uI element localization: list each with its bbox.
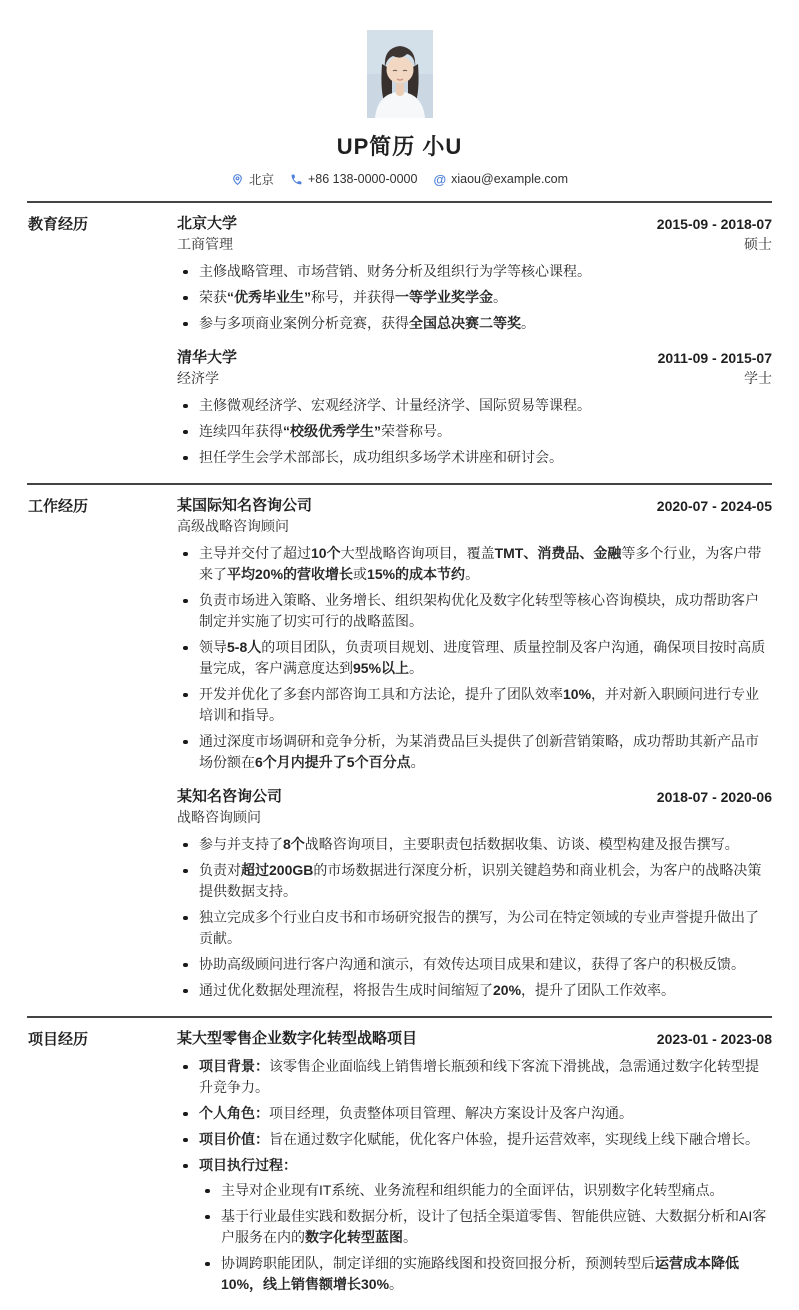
text: 战略咨询项目，主要职责包括数据收集、访谈、模型构建及报告撰写。 (304, 836, 739, 852)
text: 旨在通过数字化赋能，优化客户体验，提升运营效率，实现线上线下融合增长。 (269, 1131, 759, 1147)
text: 基于行业最佳实践和数据分析，设计了包括全渠道零售、智能供应链、大数据分析和AI客户服务在内的 (221, 1208, 767, 1245)
entry-right (645, 496, 772, 516)
bold-text: 平均20%的营收增长 (227, 566, 354, 582)
bullet-text (199, 1105, 633, 1121)
text: 担任学生会学术部部长，成功组织多场学术讲座和研讨会。 (199, 449, 563, 465)
portrait-illustration (367, 30, 433, 118)
entry-date: 2018-07 - 2020-06 (656, 789, 772, 805)
bullet-item (177, 261, 772, 282)
entry-right (646, 348, 772, 388)
bullet-text (199, 545, 761, 582)
section-education (27, 201, 772, 483)
text: 负责对 (199, 862, 241, 878)
bold-text: 运营成本降低10%，线上销售额增长30% (221, 1255, 739, 1292)
bullet-item (177, 287, 772, 308)
bold-text: 10个 (311, 545, 341, 561)
bold-text: 5-8人 (227, 639, 262, 655)
bold-text: “校级优秀学生” (283, 423, 381, 439)
text: 参与并支持了 (199, 836, 283, 852)
bold-text: TMT、消费品、金融 (494, 545, 622, 561)
section-content (177, 1029, 772, 1300)
bullet-text (199, 423, 451, 439)
entry-subtitle: 战略咨询顾问 (177, 809, 261, 825)
text: 主修战略管理、市场营销、财务分析及组织行为学等核心课程。 (199, 263, 591, 279)
text: 。 (403, 1229, 417, 1245)
bullet-item (177, 313, 772, 334)
contact-text: +86 138-0000-0000 (307, 172, 418, 186)
email-icon: @ (433, 171, 447, 187)
section-content (177, 496, 772, 1006)
bullet-text (199, 733, 759, 770)
bold-text: 全国总决赛二等奖 (409, 315, 521, 331)
entry-right (645, 214, 772, 254)
sub-bullet-item (199, 1253, 772, 1295)
bullet-text (199, 1157, 297, 1173)
bold-text: 超过200GB (241, 862, 314, 878)
bullet-item (177, 834, 772, 855)
entry-title: 某知名咨询公司 (177, 788, 283, 805)
bullet-text (199, 289, 507, 305)
bullet-item (177, 395, 772, 416)
entry-date: 2020-07 - 2024-05 (656, 498, 772, 514)
bold-text: 10% (563, 686, 592, 702)
bullet-text (199, 982, 675, 998)
bullet-dot (183, 1065, 188, 1070)
contact-phone (290, 172, 417, 186)
text: 通过深度市场调研和竞争分析，为某消费品巨头提供了创新营销策略，成功帮助其新产品市场份额在 (199, 733, 759, 770)
profile-photo (367, 30, 433, 118)
bullet-text (199, 909, 759, 946)
bullet-item (177, 1103, 772, 1124)
text: 项目经理，负责整体项目管理、解决方案设计及客户沟通。 (269, 1105, 633, 1121)
bullet-list (177, 261, 772, 334)
bullet-item (177, 590, 772, 632)
bold-text: 6个月内提升了5个百分点 (255, 754, 411, 770)
text: 独立完成多个行业白皮书和市场研究报告的撰写，为公司在特定领域的专业声誉提升做出了贡献。 (199, 909, 759, 946)
bullet-dot (183, 963, 188, 968)
contact-location (231, 170, 274, 188)
contact-text: xiaou@example.com (451, 172, 569, 186)
bullet-dot (183, 552, 188, 557)
bullet-dot (205, 1262, 210, 1267)
bold-text: 95%以上 (353, 660, 410, 676)
section-grid (27, 203, 772, 483)
text: 开发并优化了多套内部咨询工具和方法论，提升了团队效率 (199, 686, 563, 702)
bullet-item (177, 954, 772, 975)
bullet-text (221, 1255, 739, 1292)
text: 领导 (199, 639, 227, 655)
sub-bullet-item (199, 1206, 772, 1248)
bullet-text (199, 956, 745, 972)
bullet-item (177, 1129, 772, 1150)
bullet-item (177, 421, 772, 442)
bullet-text (199, 1131, 759, 1147)
bullet-text (199, 263, 591, 279)
text: 协助高级顾问进行客户沟通和演示，有效传达项目成果和建议，获得了客户的积极反馈。 (199, 956, 745, 972)
bullet-text (221, 1208, 766, 1245)
bullet-dot (183, 430, 188, 435)
entry-title: 北京大学 (177, 215, 238, 232)
candidate-name: UP简历 小U (336, 134, 463, 159)
bold-text: 15%的成本节约 (367, 566, 466, 582)
resume-header (0, 0, 799, 188)
bullet-item (177, 447, 772, 468)
bullet-dot (183, 693, 188, 698)
location-icon (231, 173, 244, 186)
bullet-text (199, 639, 765, 676)
bullet-dot (183, 296, 188, 301)
resume-entry (177, 1029, 772, 1295)
bullet-dot (183, 740, 188, 745)
section-grid (27, 1018, 772, 1310)
bullet-text (199, 1058, 759, 1095)
phone-icon (290, 173, 303, 186)
bullet-dot (183, 456, 188, 461)
text: 的项目团队，负责项目规划、进度管理、质量控制及客户沟通，确保项目按时高质量完成，客户满意度达到 (199, 639, 766, 676)
entry-date: 2015-09 - 2018-07 (656, 216, 772, 232)
entry-head (177, 1029, 772, 1049)
entry-left (177, 496, 312, 536)
section-title: 教育经历 (28, 216, 89, 233)
text: 负责市场进入策略、业务增长、组织架构优化及数字化转型等核心咨询模块，成功帮助客户制定并实施了切实可行的战略蓝图。 (199, 592, 759, 629)
bullet-dot (183, 1138, 188, 1143)
bullet-text (199, 449, 563, 465)
bold-text: 个人角色： (199, 1105, 269, 1121)
section-title: 工作经历 (28, 498, 89, 515)
bullet-list (177, 543, 772, 773)
bullet-text (199, 862, 761, 899)
bullet-dot (183, 322, 188, 327)
resume-entry (177, 496, 772, 773)
sub-bullet-item (199, 1180, 772, 1201)
bullet-item (177, 1155, 772, 1295)
bold-text: 20% (493, 982, 522, 998)
bullet-text (199, 397, 591, 413)
bullet-dot (205, 1189, 210, 1194)
bold-text: 项目价值： (199, 1131, 269, 1147)
text: 的市场数据进行深度分析，识别关键趋势和商业机会，为客户的战略决策提供数据支持。 (199, 862, 762, 899)
text: 主导并交付了超过 (199, 545, 311, 561)
text: 主导对企业现有IT系统、业务流程和组织能力的全面评估，识别数字化转型痛点。 (221, 1182, 724, 1198)
bullet-item (177, 637, 772, 679)
entry-degree: 硕士 (744, 236, 772, 252)
bullet-dot (183, 1164, 188, 1169)
text: 称号，并获得 (311, 289, 395, 305)
bullet-dot (183, 270, 188, 275)
bold-text: 项目背景： (199, 1058, 269, 1074)
entry-date: 2023-01 - 2023-08 (656, 1031, 772, 1047)
bold-text: 数字化转型蓝图 (305, 1229, 403, 1245)
text: 参与多项商业案例分析竞赛，获得 (199, 315, 409, 331)
bold-text: “优秀毕业生” (227, 289, 311, 305)
bullet-item (177, 543, 772, 585)
contact-email (433, 172, 568, 186)
resume-body (0, 201, 799, 1310)
section-work (27, 483, 772, 1016)
bullet-list (177, 834, 772, 1001)
text: 荣获 (199, 289, 227, 305)
bullet-item (177, 860, 772, 902)
entry-subtitle: 高级战略咨询顾问 (177, 518, 289, 534)
entry-right (645, 1029, 772, 1049)
entry-subtitle: 工商管理 (177, 236, 233, 252)
bullet-text (199, 686, 759, 723)
text: 荣誉称号。 (381, 423, 451, 439)
entry-right (645, 787, 772, 807)
entry-head (177, 214, 772, 254)
text: 大型战略咨询项目，覆盖 (340, 545, 495, 561)
entry-title: 某国际知名咨询公司 (177, 497, 313, 514)
entry-degree: 学士 (744, 370, 772, 386)
bullet-dot (183, 599, 188, 604)
section-project (27, 1016, 772, 1310)
bold-text: 8个 (283, 836, 305, 852)
bold-text: 项目执行过程： (199, 1157, 297, 1173)
entry-head (177, 348, 772, 388)
text: 。 (409, 660, 424, 676)
text: 通过优化数据处理流程，将报告生成时间缩短了 (199, 982, 493, 998)
text: 协调跨职能团队，制定详细的实施路线图和投资回报分析，预测转型后 (221, 1255, 655, 1271)
resume-entry (177, 787, 772, 1001)
bullet-dot (205, 1215, 210, 1220)
entry-head (177, 787, 772, 827)
bullet-dot (183, 646, 188, 651)
entry-title: 清华大学 (177, 349, 238, 366)
bold-text: 一等学业奖学金 (395, 289, 493, 305)
bullet-list (177, 395, 772, 468)
entry-left (177, 1029, 417, 1049)
section-title: 项目经历 (28, 1031, 89, 1048)
bullet-dot (183, 1112, 188, 1117)
entry-left (177, 214, 237, 254)
text: 。 (521, 315, 535, 331)
bullet-dot (183, 916, 188, 921)
bullet-dot (183, 843, 188, 848)
contact-text: 北京 (248, 173, 274, 187)
text: ，并对新入职顾问进行专业培训和指导。 (199, 686, 760, 723)
text: 该零售企业面临线上销售增长瓶颈和线下客流下滑挑战，急需通过数字化转型提升竞争力。 (199, 1058, 759, 1095)
resume-entry (177, 214, 772, 334)
entry-date: 2011-09 - 2015-07 (657, 350, 772, 366)
bullet-list (177, 1056, 772, 1295)
text: 。 (493, 289, 507, 305)
bullet-text (199, 315, 535, 331)
section-content (177, 214, 772, 473)
text: 。 (410, 754, 425, 770)
bullet-item (177, 907, 772, 949)
entry-head (177, 496, 772, 536)
entry-title: 某大型零售企业数字化转型战略项目 (177, 1030, 418, 1047)
text: 。 (465, 566, 480, 582)
section-grid (27, 485, 772, 1016)
entry-left (177, 348, 237, 388)
contact-row (0, 170, 799, 188)
bullet-dot (183, 404, 188, 409)
text: ，提升了团队工作效率。 (521, 982, 676, 998)
bullet-dot (183, 869, 188, 874)
bullet-dot (183, 989, 188, 994)
bullet-item (177, 980, 772, 1001)
bullet-text (221, 1182, 723, 1198)
bullet-text (199, 836, 739, 852)
sub-bullet-list (199, 1180, 772, 1295)
text: 主修微观经济学、宏观经济学、计量经济学、国际贸易等课程。 (199, 397, 591, 413)
bullet-item (177, 1056, 772, 1098)
bullet-text (199, 592, 759, 629)
text: 等多个行业，为客户带来了 (199, 545, 762, 582)
entry-left (177, 787, 282, 827)
resume-entry (177, 348, 772, 468)
text: 。 (389, 1276, 404, 1292)
bullet-item (177, 731, 772, 773)
bullet-item (177, 684, 772, 726)
entry-subtitle: 经济学 (177, 370, 219, 386)
text: 连续四年获得 (199, 423, 283, 439)
text: 或 (353, 566, 368, 582)
